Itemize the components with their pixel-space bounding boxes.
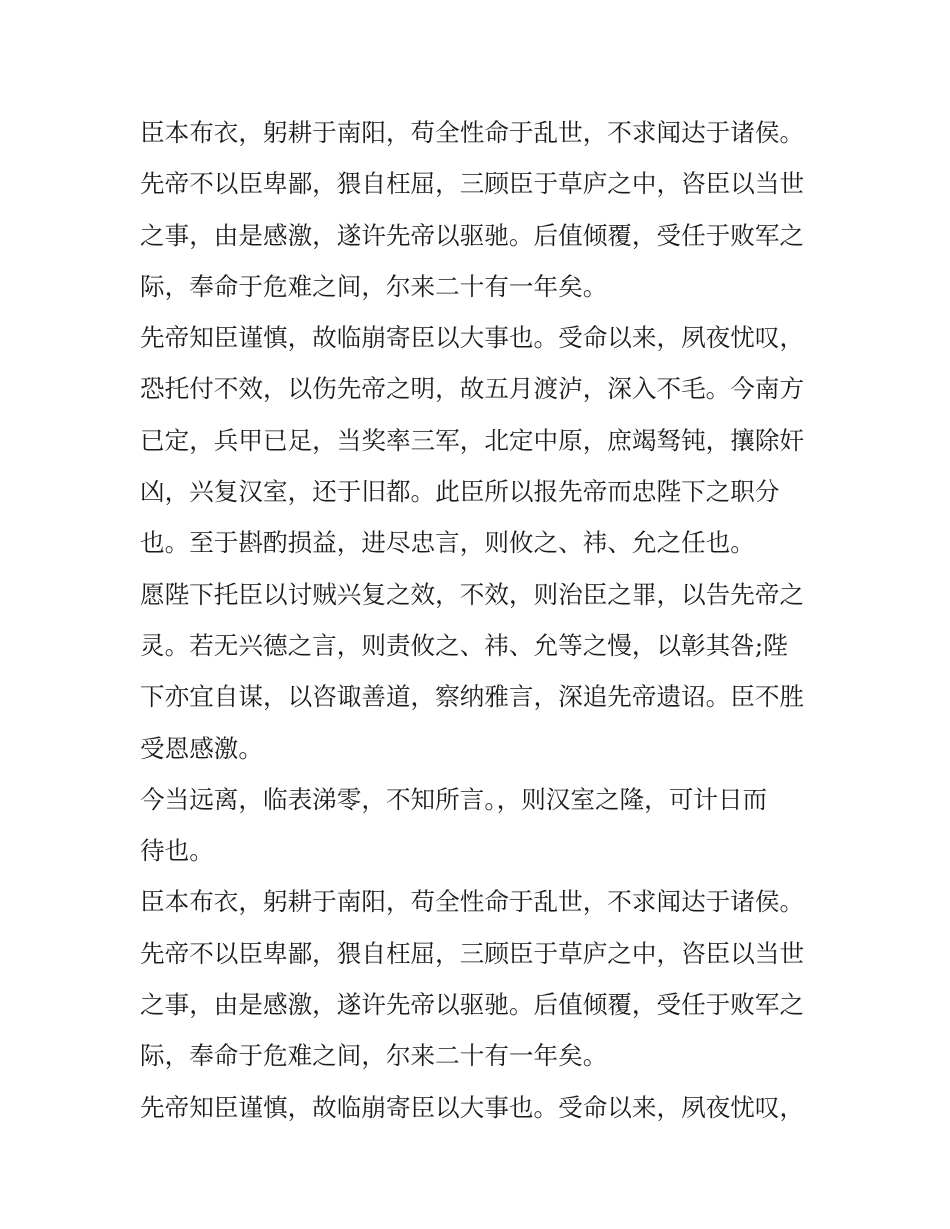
text-line: 恐托付不效，以伤先帝之明，故五月渡泸，深入不毛。今南方 — [140, 374, 805, 404]
text-line: 先帝知臣谨慎，故临崩寄臣以大事也。受命以来，夙夜忧叹， — [140, 1092, 805, 1122]
text-line: 待也。 — [140, 836, 214, 866]
text-line: 愿陛下托臣以讨贼兴复之效，不效，则治臣之罪，以告先帝之 — [140, 579, 805, 609]
document-body — [140, 107, 830, 1133]
text-line: 下亦宜自谋，以咨诹善道，察纳雅言，深追先帝遗诏。臣不胜 — [140, 682, 805, 712]
text-line: 臣本布衣，躬耕于南阳，苟全性命于乱世，不求闻达于诸侯。 — [140, 887, 805, 917]
text-line: 臣本布衣，躬耕于南阳，苟全性命于乱世，不求闻达于诸侯。 — [140, 118, 805, 147]
text-line: 先帝不以臣卑鄙，猥自枉屈，三顾臣于草庐之中，咨臣以当世 — [140, 938, 805, 968]
text-line: 凶，兴复汉室，还于旧都。此臣所以报先帝而忠陛下之职分 — [140, 477, 780, 507]
text-line: 之事，由是感激，遂许先帝以驱驰。后值倾覆，受任于败军之 — [140, 990, 805, 1020]
text-line: 先帝知臣谨慎，故临崩寄臣以大事也。受命以来，夙夜忧叹， — [140, 323, 805, 353]
text-line: 之事，由是感激，遂许先帝以驱驰。后值倾覆，受任于败军之 — [140, 220, 805, 250]
text-line: 已定，兵甲已足，当奖率三军，北定中原，庶竭驽钝，攘除奸 — [140, 425, 805, 455]
text-line: 灵。若无兴德之言，则责攸之、祎、允等之慢，以彰其咎;陛 — [140, 630, 788, 660]
text-line: 际，奉命于危难之间，尔来二十有一年矣。 — [140, 1041, 608, 1071]
text-line: 受恩感激。 — [140, 733, 263, 763]
text-line: 今当远离，临表涕零，不知所言。，则汉室之隆，可计日而 — [140, 784, 768, 814]
text-line: 也。至于斟酌损益，进尽忠言，则攸之、祎、允之任也。 — [140, 528, 755, 558]
text-line: 先帝不以臣卑鄙，猥自枉屈，三顾臣于草庐之中，咨臣以当世 — [140, 169, 805, 199]
text-line: 际，奉命于危难之间，尔来二十有一年矣。 — [140, 271, 608, 301]
